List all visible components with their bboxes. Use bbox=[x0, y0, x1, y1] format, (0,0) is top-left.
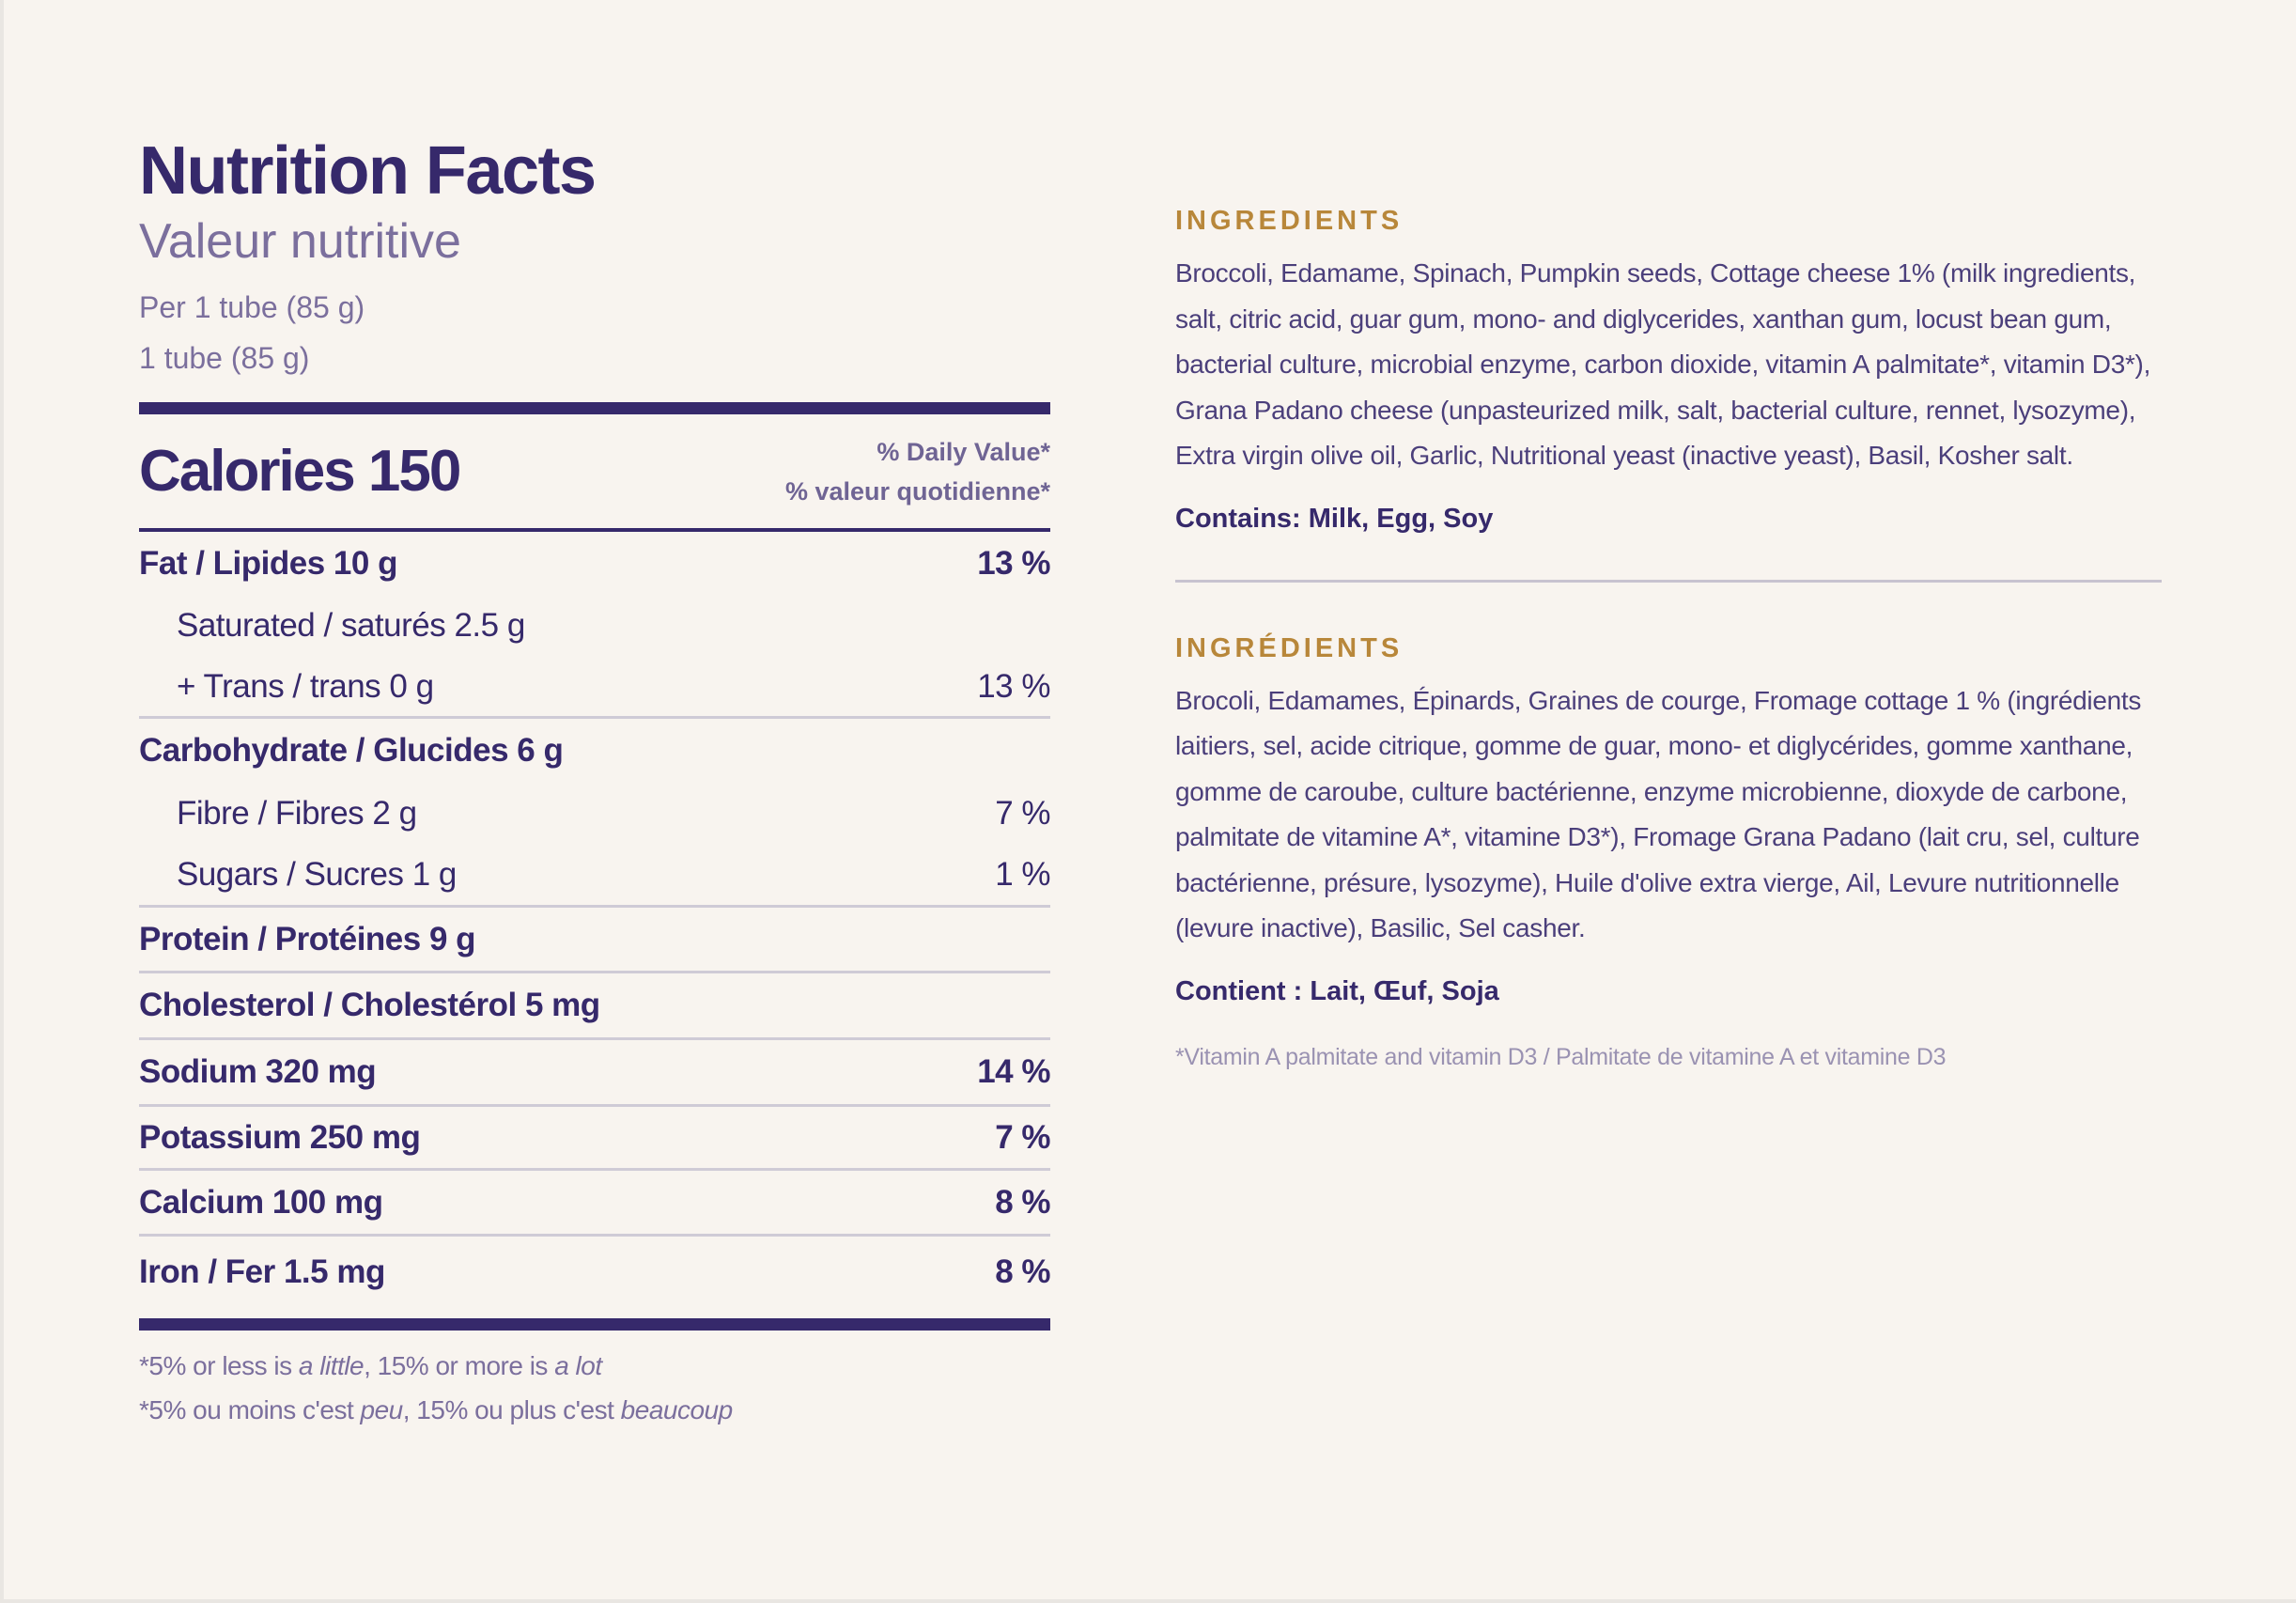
nutrient-label: Fibre / Fibres 2 g bbox=[177, 795, 417, 832]
nutrient-row-trans bbox=[139, 657, 1050, 719]
ingredients-divider bbox=[1175, 580, 2162, 583]
nutrient-label: Fat / Lipides 10 g bbox=[139, 544, 397, 582]
ingredients-heading-en: INGREDIENTS bbox=[1175, 206, 1404, 236]
footnote-text: *5% or less is bbox=[139, 1351, 299, 1380]
nutrient-label: Carbohydrate / Glucides 6 g bbox=[139, 732, 564, 769]
nutrient-label: Cholesterol / Cholestérol 5 mg bbox=[139, 987, 600, 1023]
nutrient-row-calcium bbox=[139, 1171, 1050, 1237]
nutrient-row-fibre bbox=[139, 783, 1050, 845]
footnote-fr bbox=[139, 1388, 1050, 1432]
footnote-emphasis: a little bbox=[298, 1351, 365, 1380]
nutrient-label: Potassium 250 mg bbox=[139, 1118, 421, 1156]
page-edge-bottom bbox=[0, 1599, 2296, 1603]
nutrient-daily-value: 7 % bbox=[995, 1118, 1050, 1156]
ingredients-text-fr: Brocoli, Edamames, Épinards, Graines de courge, Fromage cottage 1 % (ingrédients laitiers, sel, acide citrique, gomme de guar, mono- et diglycérides, gomme xanthane, gomme de caroube, culture bactérienne, enzyme microbienne, dioxyde de carbone, palmitate de vitamine A*, vitamine D3*), Fromage Grana Padano (lait cru, sel, culture bactérienne, présure, lysozyme), Huile d'olive extra vierge, Ail, Levure nutritionnelle (levure inactive), Basilic, Sel casher. bbox=[1175, 685, 2142, 942]
allergens-en: Contains: Milk, Egg, Soy bbox=[1175, 503, 1494, 534]
nutrient-daily-value: 13 % bbox=[977, 544, 1050, 582]
ingredients-heading-fr: INGRÉDIENTS bbox=[1175, 632, 1404, 663]
daily-value-header bbox=[785, 432, 1050, 511]
nutrient-label: Calcium 100 mg bbox=[139, 1183, 383, 1221]
nutrient-daily-value: 7 % bbox=[995, 795, 1050, 832]
footnote-en bbox=[139, 1344, 1050, 1388]
nutrient-row-protein bbox=[139, 908, 1050, 973]
nutrient-row-fat bbox=[139, 532, 1050, 595]
nutrient-daily-value: 8 % bbox=[995, 1253, 1050, 1290]
nutrition-title: Nutrition Facts bbox=[139, 133, 596, 209]
nutrient-row-iron bbox=[139, 1237, 1050, 1318]
daily-value-header-en: % Daily Value* bbox=[877, 437, 1050, 466]
page-edge-left bbox=[0, 0, 4, 1603]
calories-row bbox=[139, 414, 1050, 532]
top-divider-bar bbox=[139, 402, 1050, 414]
allergens-fr: Contient : Lait, Œuf, Soja bbox=[1175, 975, 1499, 1006]
daily-value-header-fr: % valeur quotidienne* bbox=[784, 476, 1050, 506]
nutrient-row-sugars bbox=[139, 845, 1050, 908]
footnote-emphasis: a lot bbox=[554, 1351, 602, 1380]
footnote-emphasis: peu bbox=[360, 1395, 403, 1424]
nutrient-row-sodium bbox=[139, 1040, 1050, 1107]
nutrient-row-carbohydrate bbox=[139, 719, 1050, 783]
nutrient-label: Iron / Fer 1.5 mg bbox=[139, 1253, 385, 1290]
bottom-divider-bar bbox=[139, 1318, 1050, 1331]
nutrient-row-saturated bbox=[139, 595, 1050, 657]
footnote-emphasis: beaucoup bbox=[620, 1395, 733, 1424]
nutrient-row-cholesterol bbox=[139, 973, 1050, 1040]
calories-label: Calories 150 bbox=[139, 439, 460, 504]
nutrient-label: Sugars / Sucres 1 g bbox=[177, 856, 457, 893]
vitamin-footnote: *Vitamin A palmitate and vitamin D3 / Palmitate de vitamine A et vitamine D3 bbox=[1175, 1043, 1947, 1070]
serving-size-en: Per 1 tube (85 g) bbox=[139, 290, 365, 324]
nutrient-label: + Trans / trans 0 g bbox=[177, 667, 434, 705]
footnote-text: , 15% or more is bbox=[364, 1351, 555, 1380]
nutrient-daily-value: 13 % bbox=[977, 667, 1050, 705]
nutrient-label: Sodium 320 mg bbox=[139, 1053, 377, 1090]
footnote-text: , 15% ou plus c'est bbox=[402, 1395, 621, 1424]
footnote-text: *5% ou moins c'est bbox=[139, 1395, 361, 1424]
nutrient-label: Saturated / saturés 2.5 g bbox=[177, 607, 525, 644]
nutrient-daily-value: 8 % bbox=[995, 1183, 1050, 1221]
nutrient-label: Protein / Protéines 9 g bbox=[139, 920, 476, 957]
nutrient-daily-value: 1 % bbox=[995, 856, 1050, 893]
nutrient-daily-value: 14 % bbox=[977, 1053, 1050, 1090]
ingredients-panel bbox=[1175, 200, 2162, 1076]
nutrition-subtitle: Valeur nutritive bbox=[139, 214, 461, 269]
nutrient-row-potassium bbox=[139, 1107, 1050, 1171]
ingredients-text-en: Broccoli, Edamame, Spinach, Pumpkin seeds, Cottage cheese 1% (milk ingredients, salt, citric acid, guar gum, mono- and diglycerides, xanthan gum, locust bean gum, bacterial culture, microbial enzyme, carbon dioxide, vitamin A palmitate*, vitamin D3*), Grana Padano cheese (unpasteurized milk, salt, bacterial culture, rennet, lysozyme), Extra virgin olive oil, Garlic, Nutritional yeast (inactive yeast), Basil, Kosher salt. bbox=[1175, 258, 2151, 470]
serving-size-fr: 1 tube (85 g) bbox=[139, 341, 310, 375]
nutrition-facts-panel bbox=[139, 132, 1050, 1432]
